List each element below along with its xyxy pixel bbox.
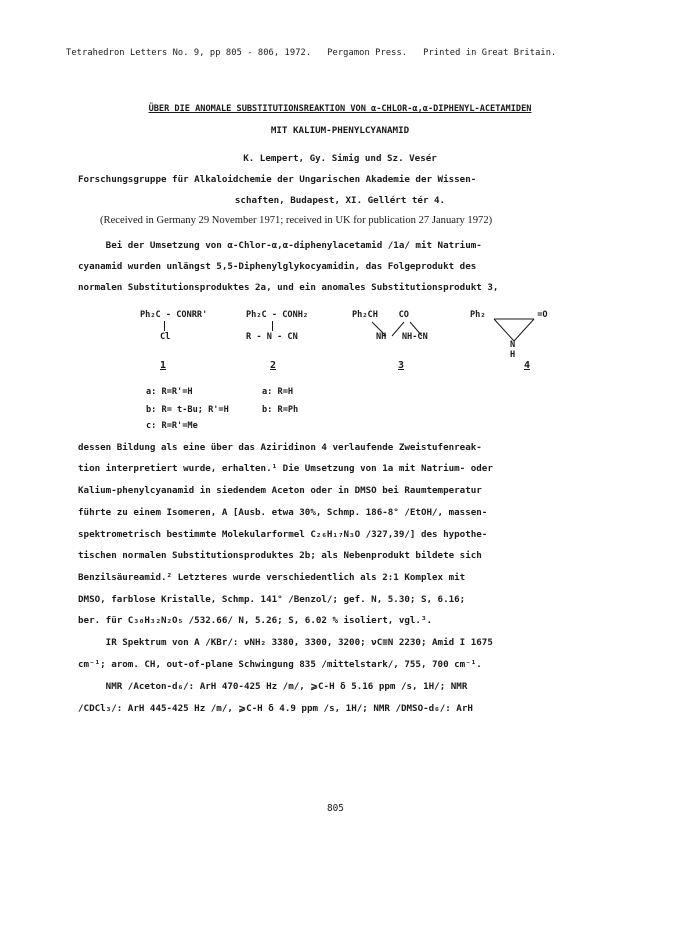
text-line: führte zu einem Isomeren, A [Ausb. etwa 30%, Schmp. 186-8° /EtOH/, massen- <box>78 507 488 518</box>
structure-1: Ph₂C - CONRR' <box>140 310 208 320</box>
text-line: DMSO, farblose Kristalle, Schmp. 141° /Benzol/; gef. N, 5.30; S, 6.16; <box>78 594 466 605</box>
text-line: tion interpretiert wurde, erhalten.¹ Die Umsetzung von 1a mit Natrium- oder <box>78 463 493 474</box>
page-number: 805 <box>327 803 344 814</box>
received-note: (Received in Germany 29 November 1971; received in UK for publication 27 January 1972) <box>100 215 493 226</box>
structure-3: Ph₂CH CO <box>352 310 409 320</box>
structure-4-nitrogen: N <box>510 340 516 350</box>
compound-number-2: 2 <box>270 360 277 371</box>
legend-left-b: b: R= t-Bu; R'=H <box>146 405 229 415</box>
text-line: Bei der Umsetzung von α-Chlor-α,α-diphenylacetamid /1a/ mit Natrium- <box>78 240 482 251</box>
structure-1-substituent: Cl <box>160 332 171 342</box>
legend-left-a: a: R=R'=H <box>146 387 193 397</box>
authors: K. Lempert, Gy. Simig und Sz. Vesér <box>243 153 437 164</box>
legend-left-c: c: R=R'=Me <box>146 421 198 431</box>
bond-line <box>164 321 165 331</box>
compound-number-1: 1 <box>160 360 167 371</box>
text-line: tischen normalen Substitutionsproduktes 2b; als Nebenprodukt bildete sich <box>78 550 482 561</box>
structure-3-substituent: NH NH-CN <box>376 332 428 342</box>
compound-number-3: 3 <box>398 360 405 371</box>
text-line: ber. für C₃₀H₃₂N₂O₅ /532.66/ N, 5.26; S, 6.02 % isoliert, vgl.³. <box>78 615 433 626</box>
paper-title-line2: MIT KALIUM-PHENYLCYANAMID <box>270 125 410 136</box>
structure-4: Ph₂ =O <box>470 310 548 320</box>
text-line: Benzilsäureamid.² Letzteres wurde verschiedentlich als 2:1 Komplex mit <box>78 572 466 583</box>
aziridinone-ring <box>490 315 546 345</box>
structure-2-substituent: R - N - CN <box>246 332 298 342</box>
journal-header: Tetrahedron Letters No. 9, pp 805 - 806, 1972. Pergamon Press. Printed in Great Britain. <box>66 48 557 58</box>
text-line: IR Spektrum von A /KBr/: νNH₂ 3380, 3300, 3200; νC≡N 2230; Amid I 1675 <box>78 637 493 648</box>
compound-number-4: 4 <box>524 360 531 371</box>
legend-right-b: b: R=Ph <box>262 405 299 415</box>
text-line: cm⁻¹; arom. CH, out-of-plane Schwingung 835 /mittelstark/, 755, 700 cm⁻¹. <box>78 659 482 670</box>
text-line: dessen Bildung als eine über das Aziridinon 4 verlaufende Zweistufenreak- <box>78 442 482 453</box>
text-line: /CDCl₃/: ArH 445-425 Hz /m/, ⩾C-H δ 4.9 ppm /s, 1H/; NMR /DMSO-d₆/: ArH <box>78 703 473 714</box>
legend-right-a: a: R=H <box>262 387 294 397</box>
text-line: spektrometrisch bestimmte Molekularformel C₂₆H₁₇N₃O /327,39/] des hypothe- <box>78 529 488 540</box>
structure-4-hydrogen: H <box>510 350 516 360</box>
affiliation-line2: schaften, Budapest, XI. Gellért tér 4. <box>234 195 446 206</box>
text-line: normalen Substitutionsproduktes 2a, und ein anomales Substitutionsprodukt 3, <box>78 282 499 293</box>
bond-line <box>272 321 273 331</box>
affiliation-line1: Forschungsgruppe für Alkaloidchemie der Ungarischen Akademie der Wissen- <box>78 174 477 185</box>
text-line: cyanamid wurden unlängst 5,5-Diphenylglykocyamidin, das Folgeprodukt des <box>78 261 477 272</box>
text-line: Kalium-phenylcyanamid in siedendem Aceton oder in DMSO bei Raumtemperatur <box>78 485 482 496</box>
structure-2: Ph₂C - CONH₂ <box>246 310 309 320</box>
paper-title-line1: ÜBER DIE ANOMALE SUBSTITUTIONSREAKTION VON α-CHLOR-α,α-DIPHENYL-ACETAMIDEN <box>148 104 532 114</box>
text-line: NMR /Aceton-d₆/: ArH 470-425 Hz /m/, ⩾C-H δ 5.16 ppm /s, 1H/; NMR <box>78 681 468 692</box>
